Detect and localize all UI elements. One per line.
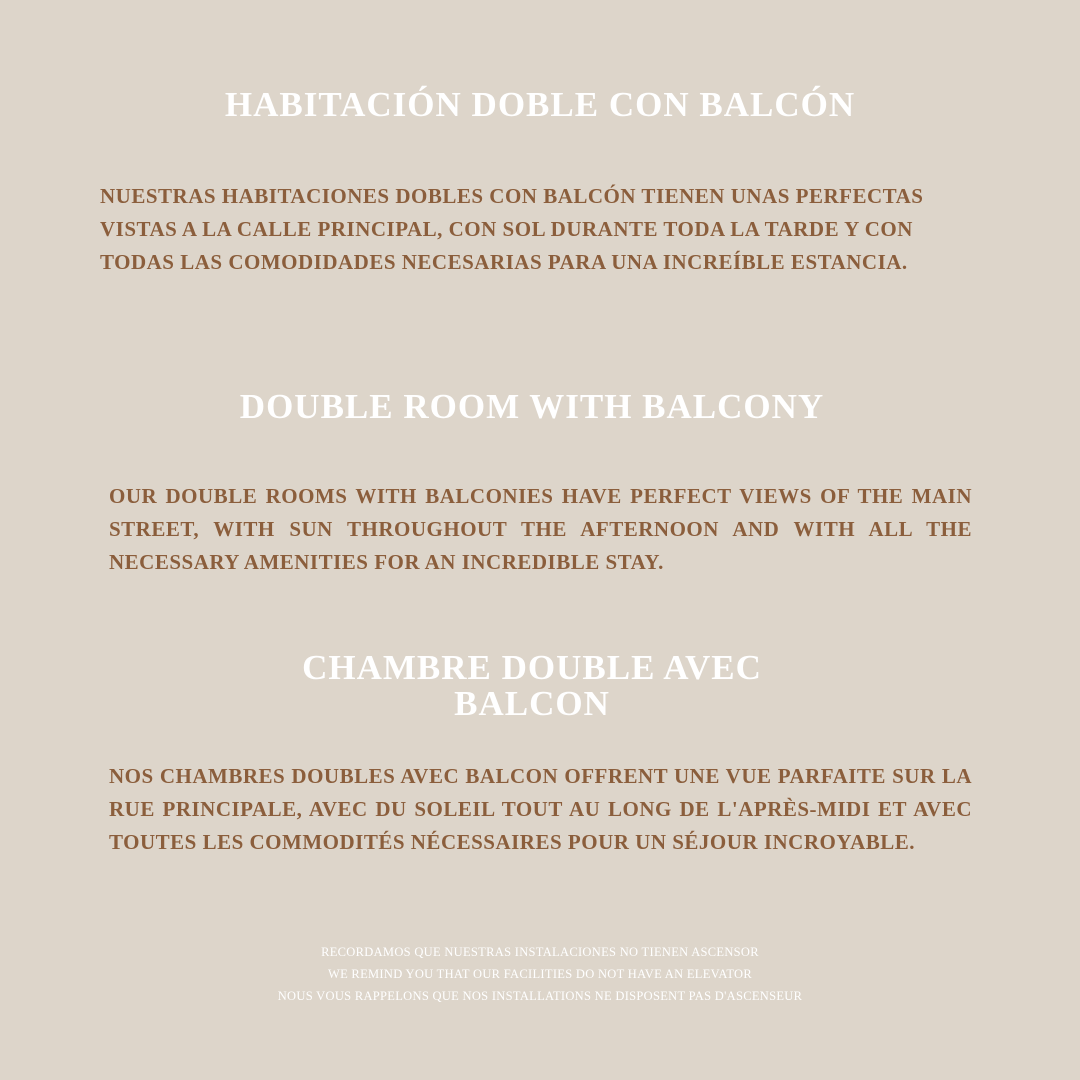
elevator-notice-es: RECORDAMOS QUE NUESTRAS INSTALACIONES NO TIENEN ASCENSOR [321,945,759,959]
french-description: NOS CHAMBRES DOUBLES AVEC BALCON OFFRENT UNE VUE PARFAITE SUR LA RUE PRINCIPALE, AVEC DU SOLEIL TOUT AU LONG DE L'APRÈS-MIDI ET AVEC TOUTES LES COMMODITÉS NÉCESSAIRES POUR UN SÉJOUR INCROYABLE. [109,764,972,854]
elevator-notice-fr: NOUS VOUS RAPPELONS QUE NOS INSTALLATIONS NE DISPOSENT PAS D'ASCENSEUR [277,989,803,1003]
elevator-notice-en: WE REMIND YOU THAT OUR FACILITIES DO NOT HAVE AN ELEVATOR [327,967,753,981]
english-description: OUR DOUBLE ROOMS WITH BALCONIES HAVE PERFECT VIEWS OF THE MAIN STREET, WITH SUN THROUGHOUT THE AFTERNOON AND WITH ALL THE NECESSARY AMENITIES FOR AN INCREDIBLE STAY. [109,484,972,574]
french-title-line-1: CHAMBRE DOUBLE AVEC [302,648,762,687]
spanish-description: NUESTRAS HABITACIONES DOBLES CON BALCÓN TIENEN UNAS PERFECTAS VISTAS A LA CALLE PRINCIPAL, CON SOL DURANTE TODA LA TARDE Y CON TODAS LAS COMODIDADES NECESARIAS PARA UNA INCREÍBLE ESTANCIA. [100,184,924,274]
elevator-notice [0,941,1080,1007]
english-title: DOUBLE ROOM WITH BALCONY [239,387,825,426]
spanish-title: HABITACIÓN DOBLE CON BALCÓN [224,85,856,124]
french-title-line-2: BALCON [454,684,610,723]
french-title [0,650,1072,722]
